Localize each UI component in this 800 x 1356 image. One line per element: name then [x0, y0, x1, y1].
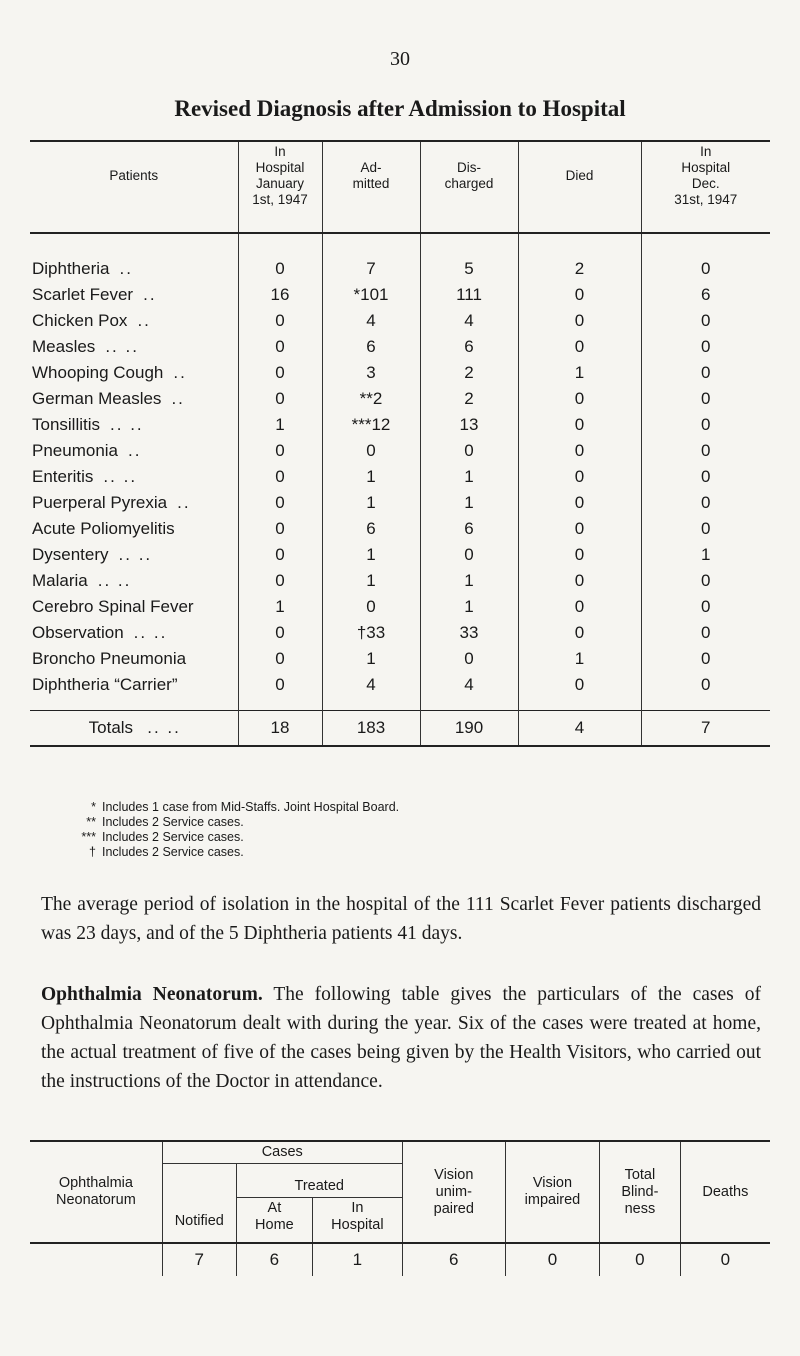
table-row — [30, 490, 770, 516]
cell-discharged: 13 — [420, 412, 518, 438]
col-header-in-hospital-dec: In Hospital Dec. 31st, 1947 — [641, 141, 770, 233]
table-row — [30, 464, 770, 490]
cell-jan: 0 — [238, 646, 322, 672]
disease-name: Measles .. .. — [32, 337, 139, 356]
disease-name: Acute Poliomyelitis — [32, 519, 175, 538]
col-header-treated: Treated — [236, 1164, 402, 1198]
total-died: 4 — [518, 711, 641, 747]
cell-dec: 0 — [641, 464, 770, 490]
cell-jan: 0 — [238, 490, 322, 516]
totals-label: Totals .. .. — [30, 711, 238, 747]
cell-dec: 0 — [641, 256, 770, 282]
cell-dec: 0 — [641, 308, 770, 334]
page-number: 30 — [390, 48, 410, 70]
cell-admitted: †33 — [322, 620, 420, 646]
total-admitted: 183 — [322, 711, 420, 747]
cell-died: 0 — [518, 490, 641, 516]
cell-admitted: 1 — [322, 646, 420, 672]
isolation-paragraph: The average period of isolation in the hospital of the 111 Scarlet Fever patients discharged was 23 days, and of the 5 Diphtheria patients 41 days. — [41, 893, 761, 944]
col-header-notified: Notified — [162, 1164, 236, 1244]
vision-impaired-value: 0 — [505, 1243, 599, 1276]
cell-discharged: 1 — [420, 490, 518, 516]
cell-died: 1 — [518, 360, 641, 386]
table-row — [30, 620, 770, 646]
table-row — [30, 282, 770, 308]
cell-discharged: 5 — [420, 256, 518, 282]
col-header-admitted: Ad- mitted — [322, 141, 420, 233]
cell-died: 0 — [518, 386, 641, 412]
cell-jan: 0 — [238, 672, 322, 711]
cell-died: 2 — [518, 256, 641, 282]
notified-value: 7 — [162, 1243, 236, 1276]
col-header-discharged: Dis- charged — [420, 141, 518, 233]
col-header-ophthalmia: Ophthalmia Neonatorum — [30, 1141, 162, 1243]
total-dec: 7 — [641, 711, 770, 747]
table-row — [30, 516, 770, 542]
disease-name: Observation .. .. — [32, 623, 168, 642]
cell-discharged: 1 — [420, 594, 518, 620]
cell-jan: 0 — [238, 438, 322, 464]
cell-discharged: 111 — [420, 282, 518, 308]
table-row — [30, 438, 770, 464]
cell-dec: 0 — [641, 438, 770, 464]
admissions-table — [30, 140, 770, 747]
ophthalmia-heading: Ophthalmia Neonatorum. — [41, 983, 263, 1005]
cell-jan: 0 — [238, 516, 322, 542]
cell-jan: 0 — [238, 620, 322, 646]
disease-name: Diphtheria .. — [32, 259, 133, 278]
cell-discharged: 0 — [420, 646, 518, 672]
deaths-value: 0 — [680, 1243, 770, 1276]
cell-died: 0 — [518, 282, 641, 308]
cell-discharged: 4 — [420, 672, 518, 711]
cell-jan: 1 — [238, 412, 322, 438]
cell-jan: 0 — [238, 542, 322, 568]
cell-jan: 0 — [238, 334, 322, 360]
disease-name: Chicken Pox .. — [32, 311, 151, 330]
cell-died: 0 — [518, 542, 641, 568]
table-row — [30, 360, 770, 386]
cell-dec: 0 — [641, 386, 770, 412]
table-row — [30, 256, 770, 282]
disease-name: Broncho Pneumonia — [32, 649, 187, 668]
cell-dec: 0 — [641, 360, 770, 386]
cell-died: 0 — [518, 516, 641, 542]
cell-admitted: 0 — [322, 438, 420, 464]
disease-name: Scarlet Fever .. — [32, 285, 157, 304]
footnote: * Includes 1 case from Mid-Staffs. Joint Hospital Board. — [91, 800, 400, 814]
col-header-deaths: Deaths — [680, 1141, 770, 1243]
cell-discharged: 1 — [420, 568, 518, 594]
footnote: ** Includes 2 Service cases. — [86, 815, 244, 829]
cell-dec: 0 — [641, 594, 770, 620]
table-row — [30, 542, 770, 568]
cell-discharged: 2 — [420, 386, 518, 412]
col-header-total-blindness: Total Blind- ness — [600, 1141, 681, 1243]
header-row — [30, 141, 770, 233]
cell-jan: 0 — [238, 360, 322, 386]
cell-discharged: 0 — [420, 542, 518, 568]
cell-admitted: 1 — [322, 568, 420, 594]
total-jan: 18 — [238, 711, 322, 747]
cell-jan: 0 — [238, 308, 322, 334]
col-header-in-hospital-jan: In Hospital January 1st, 1947 — [238, 141, 322, 233]
cell-jan: 0 — [238, 464, 322, 490]
cell-jan: 0 — [238, 386, 322, 412]
col-header-in-hospital: In Hospital — [313, 1198, 403, 1244]
table-row — [30, 646, 770, 672]
page-title: Revised Diagnosis after Admission to Hospital — [174, 96, 626, 121]
cell-admitted: 4 — [322, 672, 420, 711]
table-row — [30, 334, 770, 360]
disease-name: Malaria .. .. — [32, 571, 132, 590]
cell-dec: 0 — [641, 620, 770, 646]
at-home-value: 6 — [236, 1243, 312, 1276]
cell-died: 0 — [518, 334, 641, 360]
cell-admitted: 1 — [322, 490, 420, 516]
ophthalmia-data-row — [30, 1243, 770, 1276]
cell-discharged: 6 — [420, 516, 518, 542]
disease-name: German Measles .. — [32, 389, 185, 408]
in-hospital-value: 1 — [313, 1243, 403, 1276]
cell-died: 0 — [518, 568, 641, 594]
cell-dec: 0 — [641, 672, 770, 711]
cell-admitted: 0 — [322, 594, 420, 620]
cell-admitted: ***12 — [322, 412, 420, 438]
footnotes — [58, 800, 399, 860]
cell-died: 0 — [518, 672, 641, 711]
col-header-at-home: At Home — [236, 1198, 312, 1244]
cell-admitted: *101 — [322, 282, 420, 308]
cell-discharged: 6 — [420, 334, 518, 360]
ophthalmia-paragraph: Ophthalmia Neonatorum. The following table gives the particulars of the cases of Ophthalmia Neonatorum dealt with during the year. Six of the cases were treated at home, the actual treatment of five of the cases being given by the Health Visitors, who carried out the instructions of the Doctor in attendance. — [41, 983, 761, 1092]
disease-name: Pneumonia .. — [32, 441, 142, 460]
cell-died: 0 — [518, 438, 641, 464]
cell-dec: 0 — [641, 334, 770, 360]
col-header-vision-impaired: Vision impaired — [505, 1141, 599, 1243]
cell-died: 0 — [518, 620, 641, 646]
cell-dec: 0 — [641, 646, 770, 672]
col-header-cases: Cases — [162, 1141, 402, 1164]
footnote: *** Includes 2 Service cases. — [81, 830, 244, 844]
cell-discharged: 4 — [420, 308, 518, 334]
cell-discharged: 2 — [420, 360, 518, 386]
ophthalmia-table — [30, 1140, 770, 1276]
col-header-vision-unimpaired: Vision unim- paired — [402, 1141, 505, 1243]
cell-dec: 0 — [641, 490, 770, 516]
cell-dec: 0 — [641, 412, 770, 438]
cell-admitted: 6 — [322, 334, 420, 360]
table-row — [30, 308, 770, 334]
table-row — [30, 594, 770, 620]
cell-discharged: 1 — [420, 464, 518, 490]
table-row — [30, 568, 770, 594]
cell-died: 0 — [518, 308, 641, 334]
cell-dec: 0 — [641, 568, 770, 594]
cell-discharged: 33 — [420, 620, 518, 646]
disease-name: Cerebro Spinal Fever — [32, 597, 194, 616]
footnote: † Includes 2 Service cases. — [89, 845, 244, 859]
cell-dec: 6 — [641, 282, 770, 308]
disease-name: Diphtheria “Carrier” — [32, 675, 178, 694]
cell-admitted: 1 — [322, 542, 420, 568]
disease-name: Whooping Cough .. — [32, 363, 187, 382]
table-row — [30, 412, 770, 438]
cell-admitted: 1 — [322, 464, 420, 490]
cell-dec: 0 — [641, 516, 770, 542]
disease-name: Puerperal Pyrexia .. — [32, 493, 191, 512]
cell-admitted: 7 — [322, 256, 420, 282]
cell-dec: 1 — [641, 542, 770, 568]
disease-name: Tonsillitis .. .. — [32, 415, 144, 434]
col-header-died: Died — [518, 141, 641, 233]
totals-row — [30, 711, 770, 747]
total-blindness-value: 0 — [600, 1243, 681, 1276]
cell-admitted: 4 — [322, 308, 420, 334]
cell-died: 0 — [518, 594, 641, 620]
cell-jan: 1 — [238, 594, 322, 620]
cell-admitted: **2 — [322, 386, 420, 412]
vision-unimpaired-value: 6 — [402, 1243, 505, 1276]
cell-died: 0 — [518, 464, 641, 490]
cell-admitted: 6 — [322, 516, 420, 542]
cell-died: 0 — [518, 412, 641, 438]
cell-admitted: 3 — [322, 360, 420, 386]
disease-name: Enteritis .. .. — [32, 467, 138, 486]
table-row — [30, 672, 770, 711]
cell-jan: 16 — [238, 282, 322, 308]
cell-died: 1 — [518, 646, 641, 672]
table-row — [30, 386, 770, 412]
cell-jan: 0 — [238, 256, 322, 282]
disease-name: Dysentery .. .. — [32, 545, 153, 564]
cell-discharged: 0 — [420, 438, 518, 464]
cell-jan: 0 — [238, 568, 322, 594]
total-discharged: 190 — [420, 711, 518, 747]
col-header-patients: Patients — [30, 141, 238, 233]
